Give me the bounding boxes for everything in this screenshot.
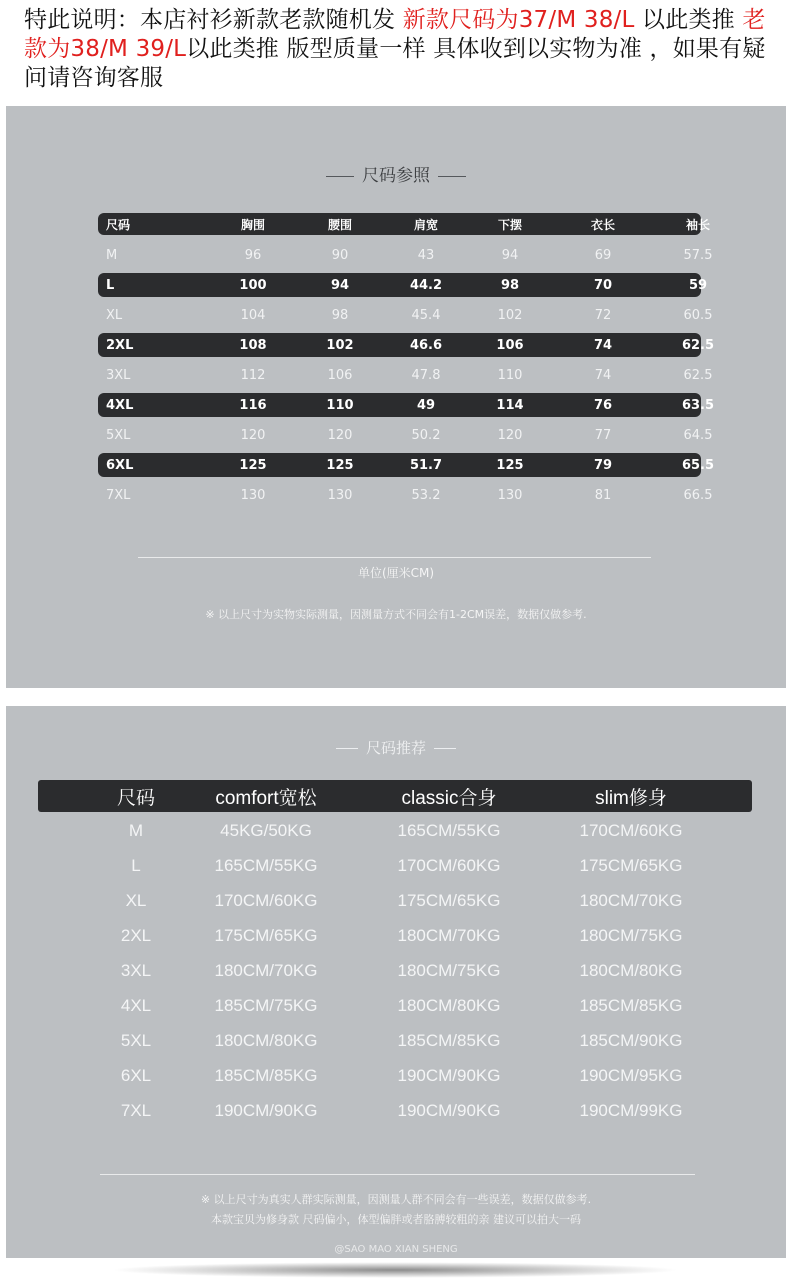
recommend-cell: L (131, 856, 141, 875)
size-chart-cell: 106 (327, 367, 353, 383)
recommend-cell: 170CM/60KG (214, 891, 318, 910)
recommend-header-row (38, 780, 752, 812)
divider-line (138, 557, 651, 558)
recommend-cell: 175CM/65KG (397, 891, 501, 910)
size-chart-cell: 2XL (106, 337, 134, 353)
size-chart-row (98, 303, 713, 327)
recommend-cell: 185CM/75KG (214, 996, 318, 1015)
size-chart-cell: 77 (594, 427, 612, 443)
size-chart-row (98, 453, 715, 477)
recommend-cell: 185CM/85KG (579, 996, 683, 1015)
size-chart-cell: 50.2 (411, 427, 441, 443)
recommend-row (38, 1025, 752, 1057)
recommend-row (38, 920, 752, 952)
size-chart-title: 尺码参照 (6, 161, 786, 186)
size-chart-cell: 7XL (106, 487, 131, 503)
recommend-cell: 170CM/60KG (397, 856, 501, 875)
size-chart-row (98, 243, 713, 267)
size-chart-cell: 64.5 (683, 427, 713, 443)
size-chart-cell: 47.8 (411, 367, 441, 383)
recommend-cell: 175CM/65KG (579, 856, 683, 875)
size-chart-cell: 120 (240, 427, 266, 443)
recommend-row (38, 885, 752, 917)
size-chart-cell: 62.5 (681, 337, 715, 353)
size-chart-header-cell: 下摆 (497, 217, 522, 232)
notice-new-size: 新款尺码为37/M 38/L (402, 7, 635, 33)
unit-label: 单位(厘米CM) (357, 566, 435, 580)
size-chart-header-row (98, 213, 710, 235)
measure-note: ※ 以上尺寸为实物实际测量，因测量方式不同会有1-2CM误差，数据仅做参考. (205, 608, 587, 621)
size-chart-cell: XL (106, 307, 123, 323)
size-chart-cell: 53.2 (411, 487, 441, 503)
recommend-cell: 190CM/90KG (214, 1101, 318, 1120)
size-chart-cell: 51.7 (409, 457, 443, 473)
recommend-cell: 180CM/80KG (214, 1031, 318, 1050)
title-dash-right (434, 748, 456, 749)
bottom-shadow (110, 1262, 680, 1278)
size-chart-cell: 114 (496, 397, 524, 413)
size-chart-row (98, 333, 715, 357)
recommend-cell: 180CM/70KG (397, 926, 501, 945)
size-chart-cell: 60.5 (683, 307, 713, 323)
recommend-cell: 165CM/55KG (397, 821, 501, 840)
size-chart-cell: 104 (240, 307, 266, 323)
size-chart-row (98, 423, 713, 447)
size-chart-cell: 72 (594, 307, 612, 323)
size-chart-header-cell: 肩宽 (413, 217, 438, 232)
notice-old-size: 老款为38/M 39/L (24, 7, 766, 62)
size-chart-cell: 59 (688, 277, 708, 293)
notice-text (24, 6, 784, 93)
size-chart-cell: 63.5 (681, 397, 715, 413)
size-chart-cell: 6XL (106, 457, 134, 473)
recommend-cell: 185CM/85KG (397, 1031, 501, 1050)
size-chart-cell: 69 (594, 247, 612, 263)
size-chart-cell: 74 (594, 367, 612, 383)
size-chart-header-cell: 腰围 (327, 217, 352, 232)
recommend-cell: 4XL (120, 996, 152, 1015)
recommend-cell: 5XL (120, 1031, 152, 1050)
recommend-header-cell: slim修身 (595, 787, 667, 809)
size-chart-cell: 5XL (106, 427, 131, 443)
size-chart-cell: 125 (496, 457, 524, 473)
size-chart-cell: 102 (326, 337, 354, 353)
notice-part2: 以此类推 (634, 7, 743, 33)
recommend-note-2: 本款宝贝为修身款 尺码偏小，体型偏胖或者胳膊较粗的亲 建议可以拍大一码 (211, 1213, 581, 1226)
recommend-cell: XL (125, 891, 147, 910)
divider-line (100, 1174, 695, 1175)
recommend-row (38, 1060, 752, 1092)
recommend-note-1: ※ 以上尺寸为真实人群实际测量，因测量人群不同会有一些误差，数据仅做参考. (200, 1193, 592, 1206)
recommend-row (38, 990, 752, 1022)
recommend-header-cell: classic合身 (401, 787, 497, 809)
recommend-cell: 7XL (120, 1101, 152, 1120)
recommend-cell: 165CM/55KG (214, 856, 318, 875)
size-chart-panel (6, 106, 786, 688)
recommend-cell: 180CM/75KG (397, 961, 501, 980)
size-chart-row (98, 273, 708, 297)
title-dash-left (326, 176, 354, 177)
size-chart-cell: 130 (327, 487, 353, 503)
recommend-row (38, 815, 752, 847)
recommend-cell: 180CM/70KG (579, 891, 683, 910)
size-chart-cell: M (106, 247, 118, 263)
size-chart-cell: 62.5 (683, 367, 713, 383)
size-chart-cell: 4XL (106, 397, 134, 413)
size-chart-header-cell: 尺码 (106, 217, 131, 232)
recommend-cell: 180CM/70KG (214, 961, 318, 980)
size-chart-cell: 94 (501, 247, 519, 263)
recommend-header-cell: comfort宽松 (215, 787, 317, 809)
size-chart-cell: 112 (240, 367, 266, 383)
size-chart-cell: 66.5 (683, 487, 713, 503)
size-chart-cell: 46.6 (409, 337, 443, 353)
recommend-cell: 190CM/90KG (397, 1101, 501, 1120)
brand-credit: @SAO MAO XIAN SHENG (334, 1244, 458, 1255)
recommend-row (38, 850, 752, 882)
size-chart-cell: 49 (416, 397, 436, 413)
size-chart-row (98, 393, 715, 417)
size-chart-cell: 125 (326, 457, 354, 473)
size-chart-header-cell: 袖长 (685, 217, 710, 232)
size-chart-cell: 3XL (106, 367, 131, 383)
size-chart-cell: 116 (239, 397, 267, 413)
size-chart-cell: 110 (326, 397, 354, 413)
size-chart-header-cell: 衣长 (590, 217, 615, 232)
size-chart-cell: 79 (593, 457, 613, 473)
size-chart-cell: L (106, 277, 115, 293)
title-dash-left (336, 748, 358, 749)
size-chart-cell: 57.5 (683, 247, 713, 263)
recommend-cell: 180CM/80KG (579, 961, 683, 980)
recommend-cell: 3XL (120, 961, 152, 980)
title-dash-right (438, 176, 466, 177)
size-chart-cell: 130 (497, 487, 523, 503)
size-chart-row (98, 363, 713, 387)
size-chart-cell: 74 (593, 337, 613, 353)
size-chart-header-cell: 胸围 (240, 217, 265, 232)
size-chart-cell: 102 (497, 307, 523, 323)
notice-part3: 以此类推 版型质量一样 具体收到以实物为准 ，如果有疑问请咨询客服 (24, 36, 766, 91)
size-chart-cell: 120 (497, 427, 523, 443)
size-chart-cell: 98 (500, 277, 520, 293)
size-chart-cell: 65.5 (681, 457, 715, 473)
recommend-cell: 185CM/90KG (579, 1031, 683, 1050)
recommend-cell: 170CM/60KG (579, 821, 683, 840)
size-chart-cell: 100 (239, 277, 267, 293)
size-chart-cell: 76 (593, 397, 613, 413)
recommend-cell: 190CM/99KG (579, 1101, 683, 1120)
notice-part1: 特此说明：本店衬衫新款老款随机发 (24, 7, 403, 33)
size-recommend-panel (6, 706, 786, 1258)
recommend-cell: 175CM/65KG (214, 926, 318, 945)
recommend-cell: 2XL (120, 926, 152, 945)
recommend-cell: 185CM/85KG (214, 1066, 318, 1085)
size-chart-cell: 120 (327, 427, 353, 443)
size-chart-cell: 130 (240, 487, 266, 503)
size-chart-row (98, 483, 713, 507)
size-chart-cell: 45.4 (411, 307, 441, 323)
size-chart-cell: 90 (331, 247, 349, 263)
size-chart-cell: 81 (594, 487, 612, 503)
recommend-cell: 6XL (120, 1066, 152, 1085)
size-chart-cell: 96 (244, 247, 262, 263)
recommend-header-cell: 尺码 (116, 787, 155, 809)
recommend-row (38, 955, 752, 987)
recommend-cell: 190CM/90KG (397, 1066, 501, 1085)
recommend-row (38, 1095, 752, 1127)
size-chart-cell: 94 (330, 277, 350, 293)
recommend-title: 尺码推荐 (6, 737, 786, 758)
recommend-cell: M (128, 821, 144, 840)
size-chart-cell: 43 (417, 247, 435, 263)
size-chart-cell: 110 (497, 367, 523, 383)
size-chart-cell: 108 (239, 337, 267, 353)
recommend-cell: 45KG/50KG (220, 821, 312, 840)
size-chart-cell: 106 (496, 337, 524, 353)
recommend-cell: 180CM/80KG (397, 996, 501, 1015)
recommend-cell: 190CM/95KG (579, 1066, 683, 1085)
size-chart-cell: 125 (239, 457, 267, 473)
size-chart-cell: 44.2 (409, 277, 443, 293)
size-chart-cell: 70 (593, 277, 613, 293)
recommend-cell: 180CM/75KG (579, 926, 683, 945)
size-chart-cell: 98 (331, 307, 349, 323)
